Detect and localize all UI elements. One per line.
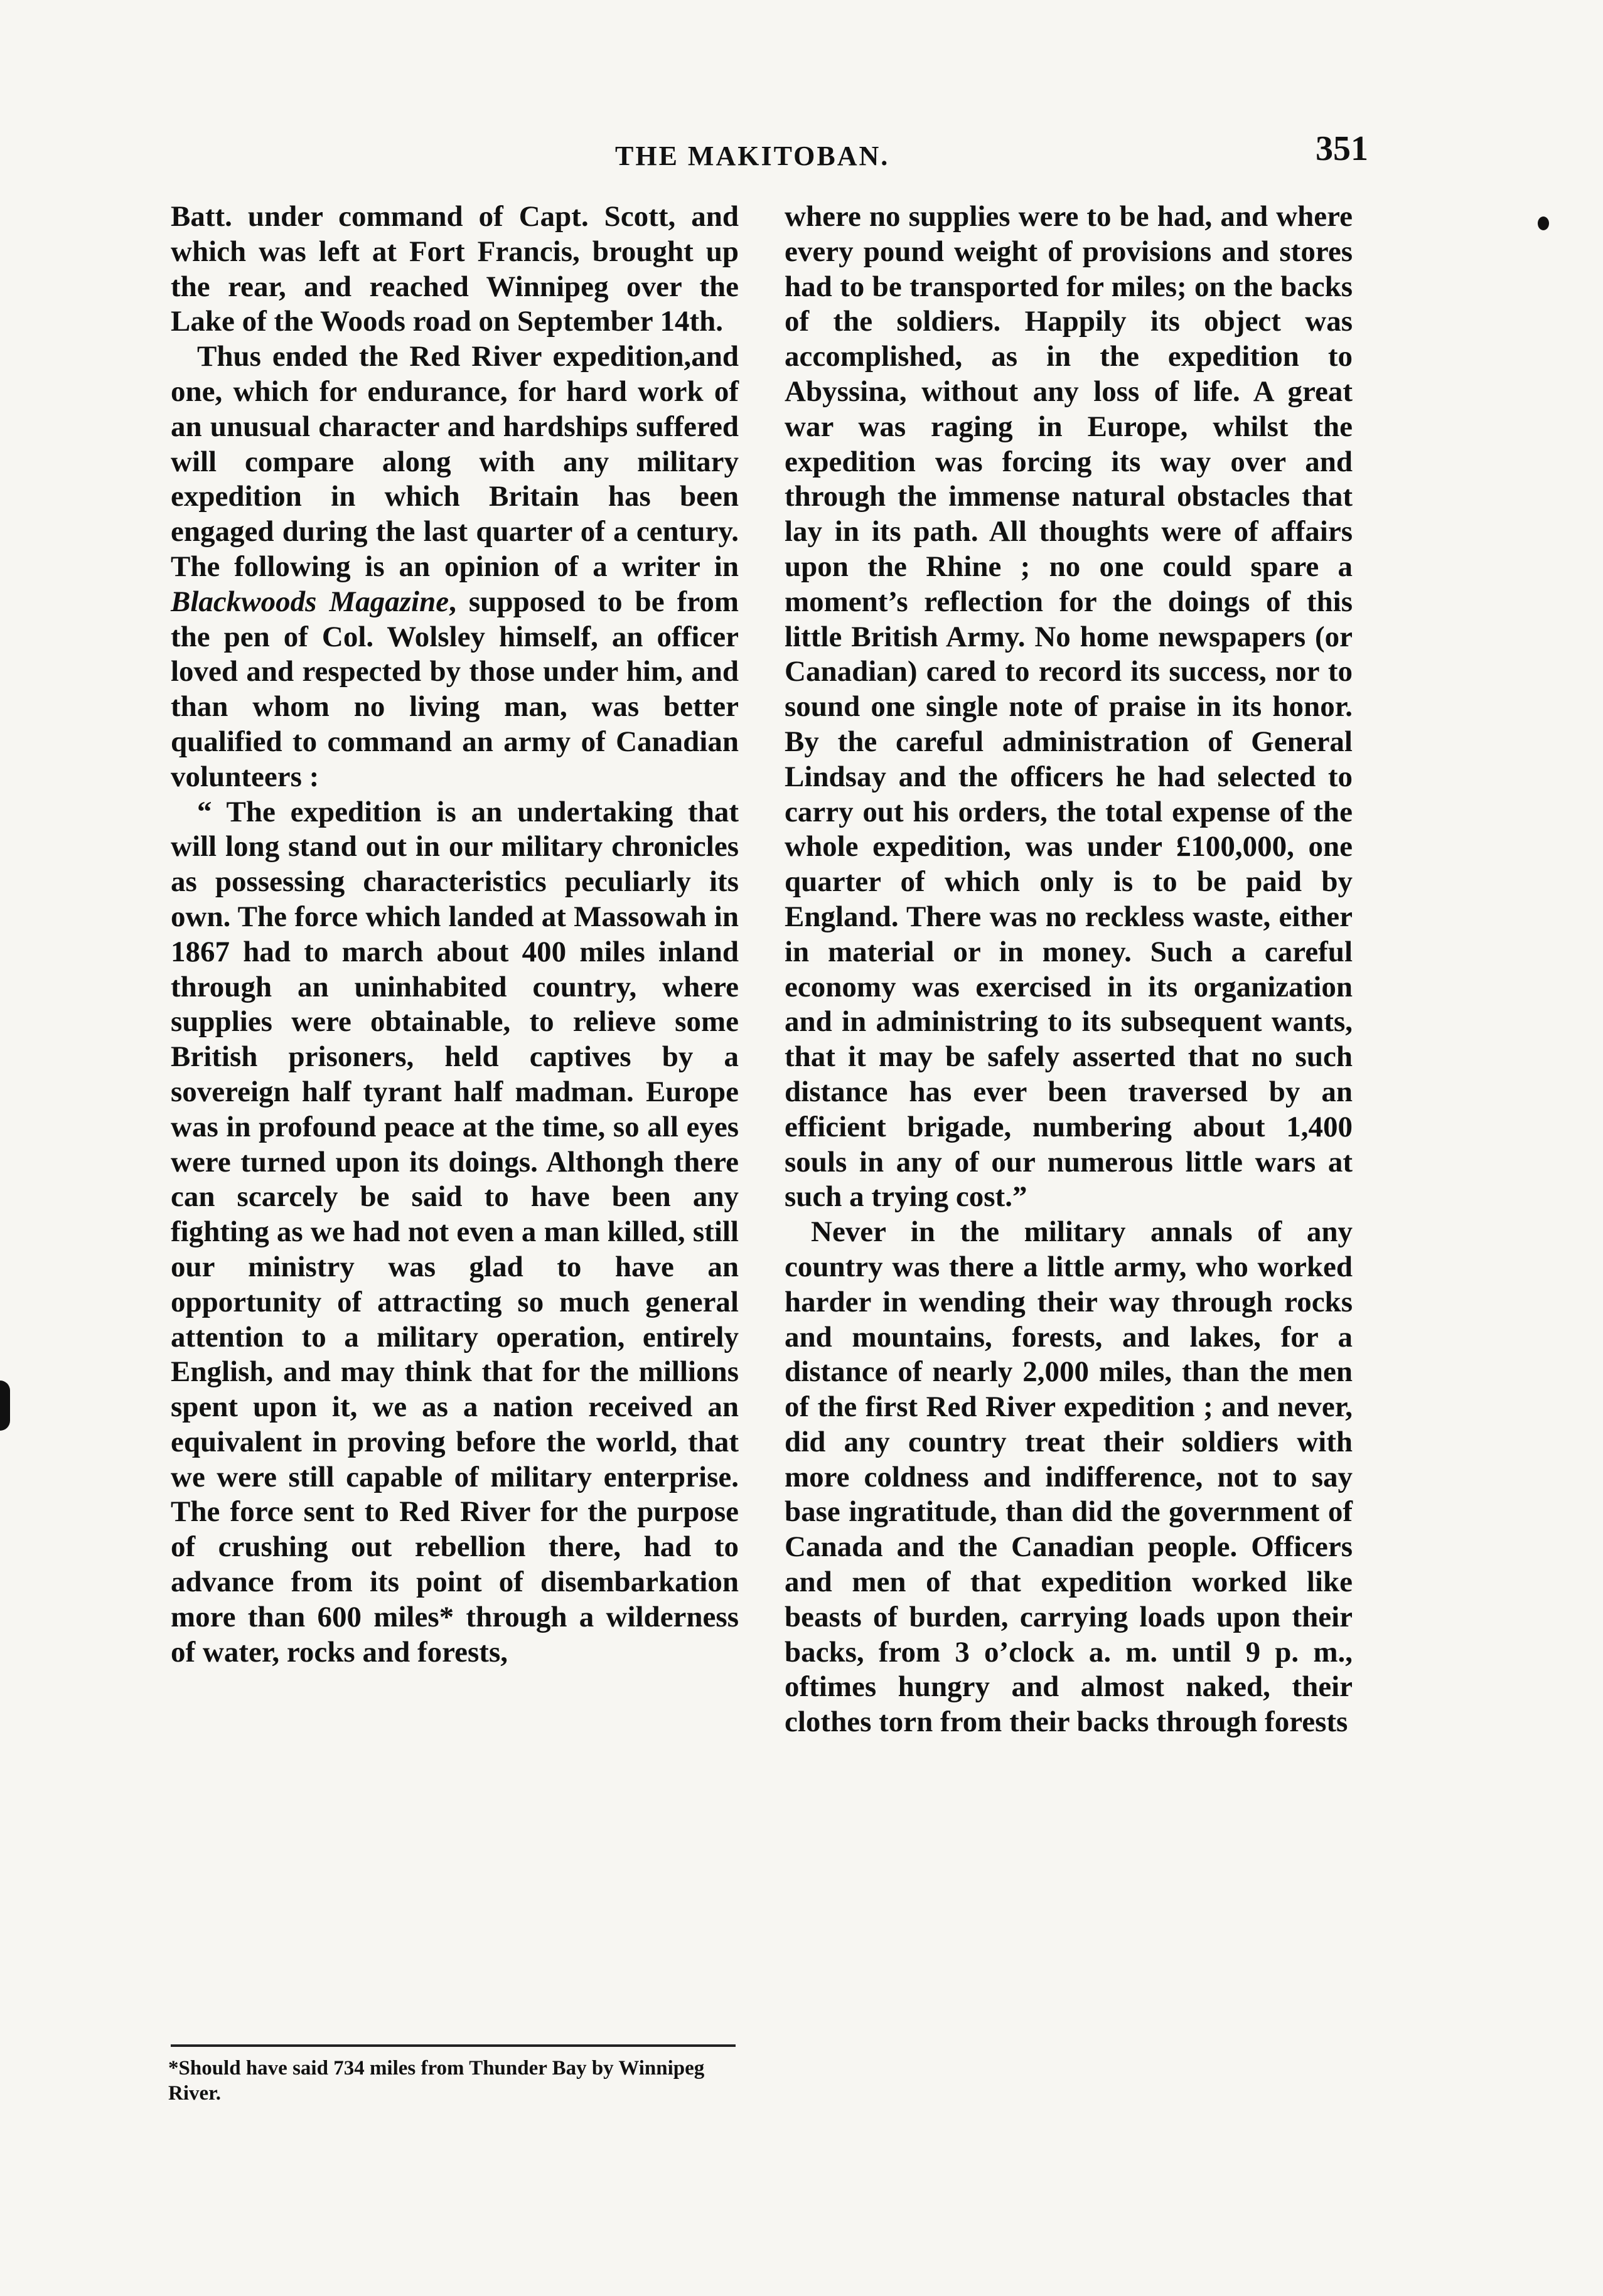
right-column: [785, 200, 1353, 1740]
paragraph: Batt. under command of Capt. Scott, and which was left at Fort Francis, brought up the rear, and reached Winnipeg over the Lake of the Woods road on September 14th.: [171, 200, 739, 338]
quotation-paragraph: “ The expedition is an undertaking that will long stand out in our military chronicles as possessing characteristics peculiarly its own. The force which landed at Massowah in 1867 had to march about 400 miles inland through an uninhabited country, where supplies were obtainable, to relieve some British prisoners, held captives by a sovereign half tyrant half madman. Europe was in profound peace at the time, so all eyes were turned upon its doings. Althongh there can scarcely be said to have been any fighting as we had not even a man killed, still our ministry was glad to have an opportunity of attracting so much general attention to a military operation, entirely English, and may think that for the millions spent upon it, we as a nation received an equivalent in proving before the world, that we were still capable of military enterprise. The force sent to Red River for the purpose of crushing out rebellion there, had to advance from its point of disembarkation more than 600 miles* through a wilderness of water, rocks and forests,: [171, 795, 739, 1669]
footnote: *Should have said 734 miles from Thunder Bay by Winnipeg River.: [168, 2057, 705, 2105]
paragraph: where no supplies were to be had, and where every pound weight of provisions and stores had to be transported for miles; on the backs of the soldiers. Happily its object was accomplished, as in the expedition to Abyssina, without any loss of life. A great war was raging in Europe, whilst the expedition was forcing its way over and through the immense natural obstacles that lay in its path. All thoughts were of affairs upon the Rhine ; no one could spare a moment’s reflection for the doings of this little British Army. No home newspapers (or Canadian) cared to record its success, nor to sound one single note of praise in its honor. By the careful administration of General Lindsay and the officers he had selected to carry out his orders, the total expense of the whole expedition, was under £100,000, one quarter of which only is to be paid by England. There was no reckless waste, either in material or in money. Such a careful economy was exercised in its organization and in administring to its subsequent wants, that it may be safely asserted that no such distance has ever been traversed by an efficient brigade, numbering about 1,400 souls in any of our numerous little wars at such a trying cost.”: [785, 200, 1353, 1214]
ink-speck: [1538, 216, 1549, 230]
left-column: [171, 200, 739, 1670]
paragraph: Never in the military annals of any country was there a little army, who worked harder in wending their way through rocks and mountains, forests, and lakes, for a distance of nearly 2,000 miles, than the men of the first Red River expedition ; and never, did any country treat their soldiers with more coldness and indifference, not to say base ingratitude, than did the government of Canada and the Canadian people. Officers and men of that expedition worked like beasts of burden, carrying loads upon their backs, from 3 o’clock a. m. until 9 p. m., oftimes hungry and almost naked, their clothes torn from their backs through forests: [785, 1215, 1353, 1739]
page-number: 351: [1316, 129, 1368, 168]
running-title: THE MAKITOBAN.: [615, 141, 890, 171]
page-header: [615, 129, 1368, 185]
footnote-divider: [171, 2044, 736, 2047]
publication-title: Blackwoods Magazine: [171, 585, 449, 618]
paragraph: Thus ended the Red River expedition,and one, which for endurance, for hard work of an unusual character and hardships suffered will compare along with any military expedition in which Britain has been engaged during the last quarter of a century. The following is an opinion of a writer in Blackwoods Magazine, supposed to be from the pen of Col. Wolsley himself, an officer loved and respected by those under him, and than whom no living man, was better qualified to command an army of Canadian volunteers :: [171, 340, 739, 793]
ink-speck: [0, 1380, 10, 1431]
